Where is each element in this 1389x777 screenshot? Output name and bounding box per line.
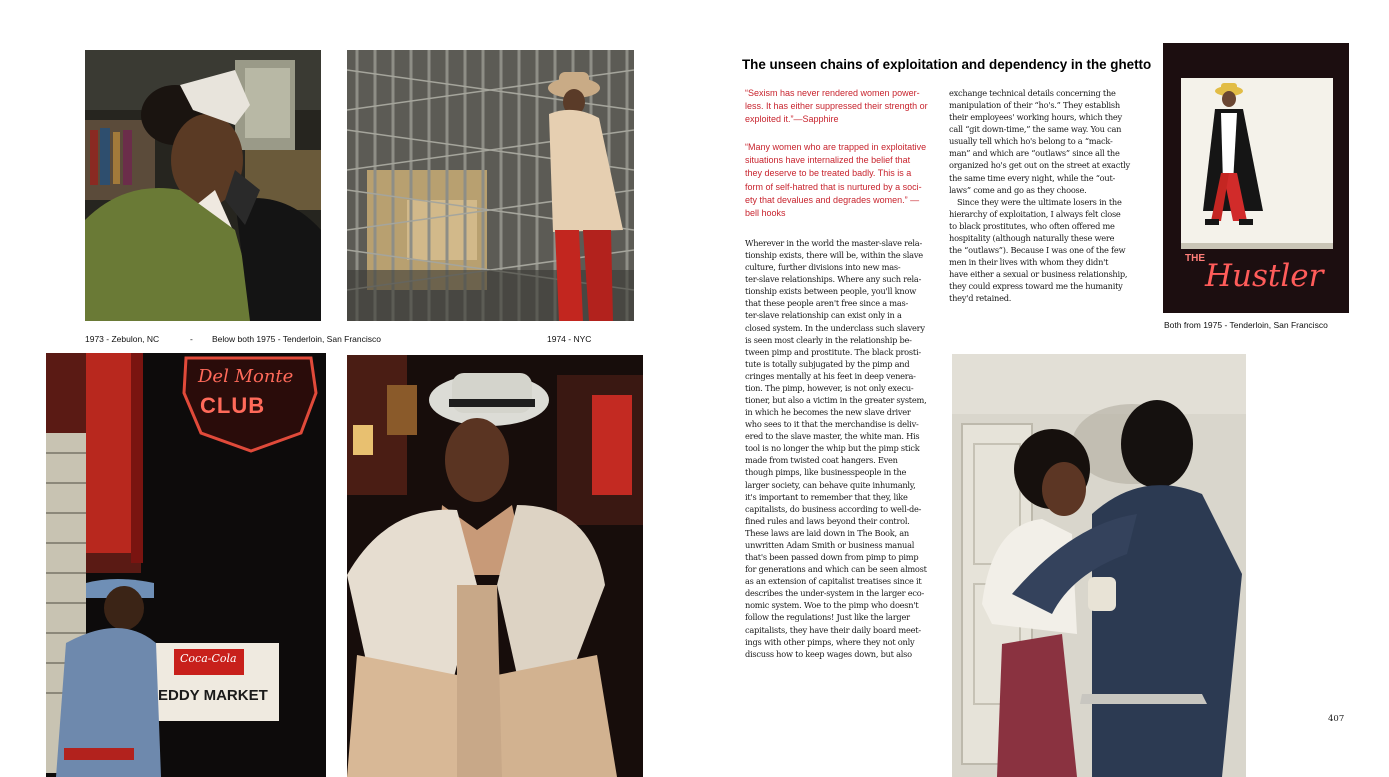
- delmonte-sign-club: CLUB: [200, 393, 266, 418]
- hustler-sign-the: THE: [1185, 253, 1205, 264]
- body-column-1: [745, 237, 927, 660]
- body-line: made from twisted coat hangers. Even: [745, 455, 898, 466]
- body-line: ter-slave relationship can exist only in a: [745, 310, 902, 321]
- article-heading: The unseen chains of exploitation and dependency in the ghetto: [742, 57, 1152, 72]
- body-line: organized ho's get out on the street at exactly: [949, 160, 1130, 171]
- body-line: Since they were the ultimate losers in the: [949, 196, 1122, 207]
- quote-line: “Sexism has never rendered women power-: [745, 88, 920, 98]
- body-line: it's important to remember that they, like: [745, 491, 908, 502]
- body-line: the same time every night, while the “out-: [949, 172, 1116, 183]
- body-line: fined rules and laws beyond their control.: [745, 515, 910, 526]
- body-line: that's been passed down from pimp to pimp: [745, 552, 919, 563]
- eddy-market-sign: EDDY MARKET: [158, 687, 268, 704]
- coca-cola-sign: Coca-Cola: [180, 652, 237, 665]
- body-line: usually tell which ho's belong to a “mack-: [949, 136, 1113, 147]
- quote-line: situations have internalized the belief that: [745, 155, 911, 166]
- page-number: 407: [1328, 714, 1345, 724]
- quote-line: form of self-hatred that is nurtured by a soci-: [745, 181, 922, 192]
- quote-bell-hooks: [745, 141, 926, 220]
- body-line: culture, further divisions into new mas-: [745, 262, 901, 273]
- body-line: man” and which are “outlaws” since all the: [949, 148, 1120, 159]
- body-line: tionship exists between people, you'll know: [745, 286, 917, 297]
- body-line: larger society, can behave quite inhumanly,: [745, 479, 916, 490]
- body-line: laws” come and go as they choose.: [949, 184, 1087, 195]
- body-line: the “outlaws”). Because I was one of the few: [949, 245, 1126, 256]
- body-line: call “git down-time,” the same way. You can: [949, 124, 1122, 135]
- body-line: as an extension of capitalist treatises since it: [745, 576, 922, 587]
- body-line: capitalists, do business according to well-de-: [745, 503, 922, 514]
- caption-zebulon: 1973 - Zebulon, NC: [85, 334, 160, 344]
- body-line: men in their lives with whom they didn't: [949, 257, 1109, 268]
- body-line: ered to the slave master, the white man. His: [745, 431, 920, 442]
- body-column-2: [949, 87, 1130, 304]
- photo-man-on-phone: [85, 50, 321, 321]
- photo-man-at-gate: [347, 50, 634, 321]
- body-line: follow the regulations! Just like the larger: [745, 612, 910, 623]
- quote-sapphire: [745, 87, 928, 127]
- quote-line: less. It has either suppressed their strength or: [745, 101, 928, 112]
- body-line: closed system. In the underclass such slavery: [745, 322, 925, 333]
- body-line: though pimps, like businesspeople in the: [745, 467, 907, 478]
- body-line: discuss how to keep wages down, but also: [745, 648, 912, 659]
- quote-line: ety that devalues and degrades women.” —: [745, 194, 920, 205]
- caption-tenderloin-below: Below both 1975 - Tenderloin, San Francisco: [212, 334, 381, 344]
- body-line: that these people aren't free since a mas-: [745, 298, 909, 309]
- quote-line: bell hooks: [745, 208, 786, 219]
- body-line: they could express toward me the humanity: [949, 281, 1123, 292]
- body-line: hospitality (although naturally these were: [949, 232, 1115, 243]
- body-line: describes the under-system in the larger eco-: [745, 588, 924, 599]
- quote-line: exploited it.”—Sapphire: [745, 114, 839, 125]
- caption-separator: -: [190, 334, 193, 344]
- body-line: tool is no longer the whip but the pimp stick: [745, 443, 920, 454]
- body-line: ter-slave relationships. Where any such rela-: [745, 274, 922, 285]
- body-line: their employees' working hours, which they: [949, 112, 1122, 123]
- photo-delmonte-club: [46, 353, 326, 777]
- delmonte-sign-name: Del Monte: [198, 366, 294, 387]
- photo-man-fur-coat: [347, 355, 643, 777]
- body-line: for generations and which can be seen almost: [745, 564, 927, 575]
- body-line: These laws are laid down in The Book, an: [745, 527, 909, 538]
- body-line: tionship exists, there will be, within the slave: [745, 250, 923, 261]
- body-line: exchange technical details concerning the: [949, 88, 1116, 98]
- body-line: is seen most clearly in the relationship be-: [745, 334, 912, 345]
- quote-line: they deserve to be treated badly. This is a: [745, 168, 912, 179]
- body-line: ings with other pimps, where they not only: [745, 636, 915, 647]
- body-line: tioner, but also a victim in the greater system,: [745, 395, 927, 406]
- hustler-sign-word: Hustler: [1205, 258, 1324, 294]
- body-line: hierarchy of exploitation, I always felt close: [949, 208, 1121, 219]
- body-line: who sees to it that the merchandise is deliv-: [745, 419, 919, 430]
- body-line: they'd retained.: [949, 293, 1012, 304]
- quote-line: “Many women who are trapped in exploitative: [745, 142, 927, 152]
- body-line: cringes mentally at his feet in deep venera-: [745, 370, 916, 381]
- body-line: unwritten Adam Smith or business manual: [745, 539, 915, 550]
- body-line: Wherever in the world the master-slave rela-: [745, 238, 922, 248]
- body-line: tute is totally subjugated by the pimp and: [745, 358, 910, 369]
- body-line: tion. The pimp, however, is not only execu-: [745, 382, 914, 393]
- body-line: capitalists, they have their daily board meet-: [745, 624, 921, 635]
- body-line: in which he becomes the new slave driver: [745, 407, 911, 418]
- body-line: nomic system. Woe to the pimp who doesn't: [745, 600, 919, 611]
- body-line: have either a sexual or business relationship,: [949, 269, 1128, 280]
- body-line: to black prostitutes, who often offered me: [949, 220, 1115, 231]
- body-line: tween pimp and prostitute. The black prosti-: [745, 346, 921, 357]
- photo-couple-embrace: [952, 354, 1246, 777]
- caption-nyc: 1974 - NYC: [547, 334, 592, 344]
- body-line: manipulation of their “ho's.” They establish: [949, 100, 1120, 111]
- caption-hustler: Both from 1975 - Tenderloin, San Francisco: [1164, 320, 1328, 330]
